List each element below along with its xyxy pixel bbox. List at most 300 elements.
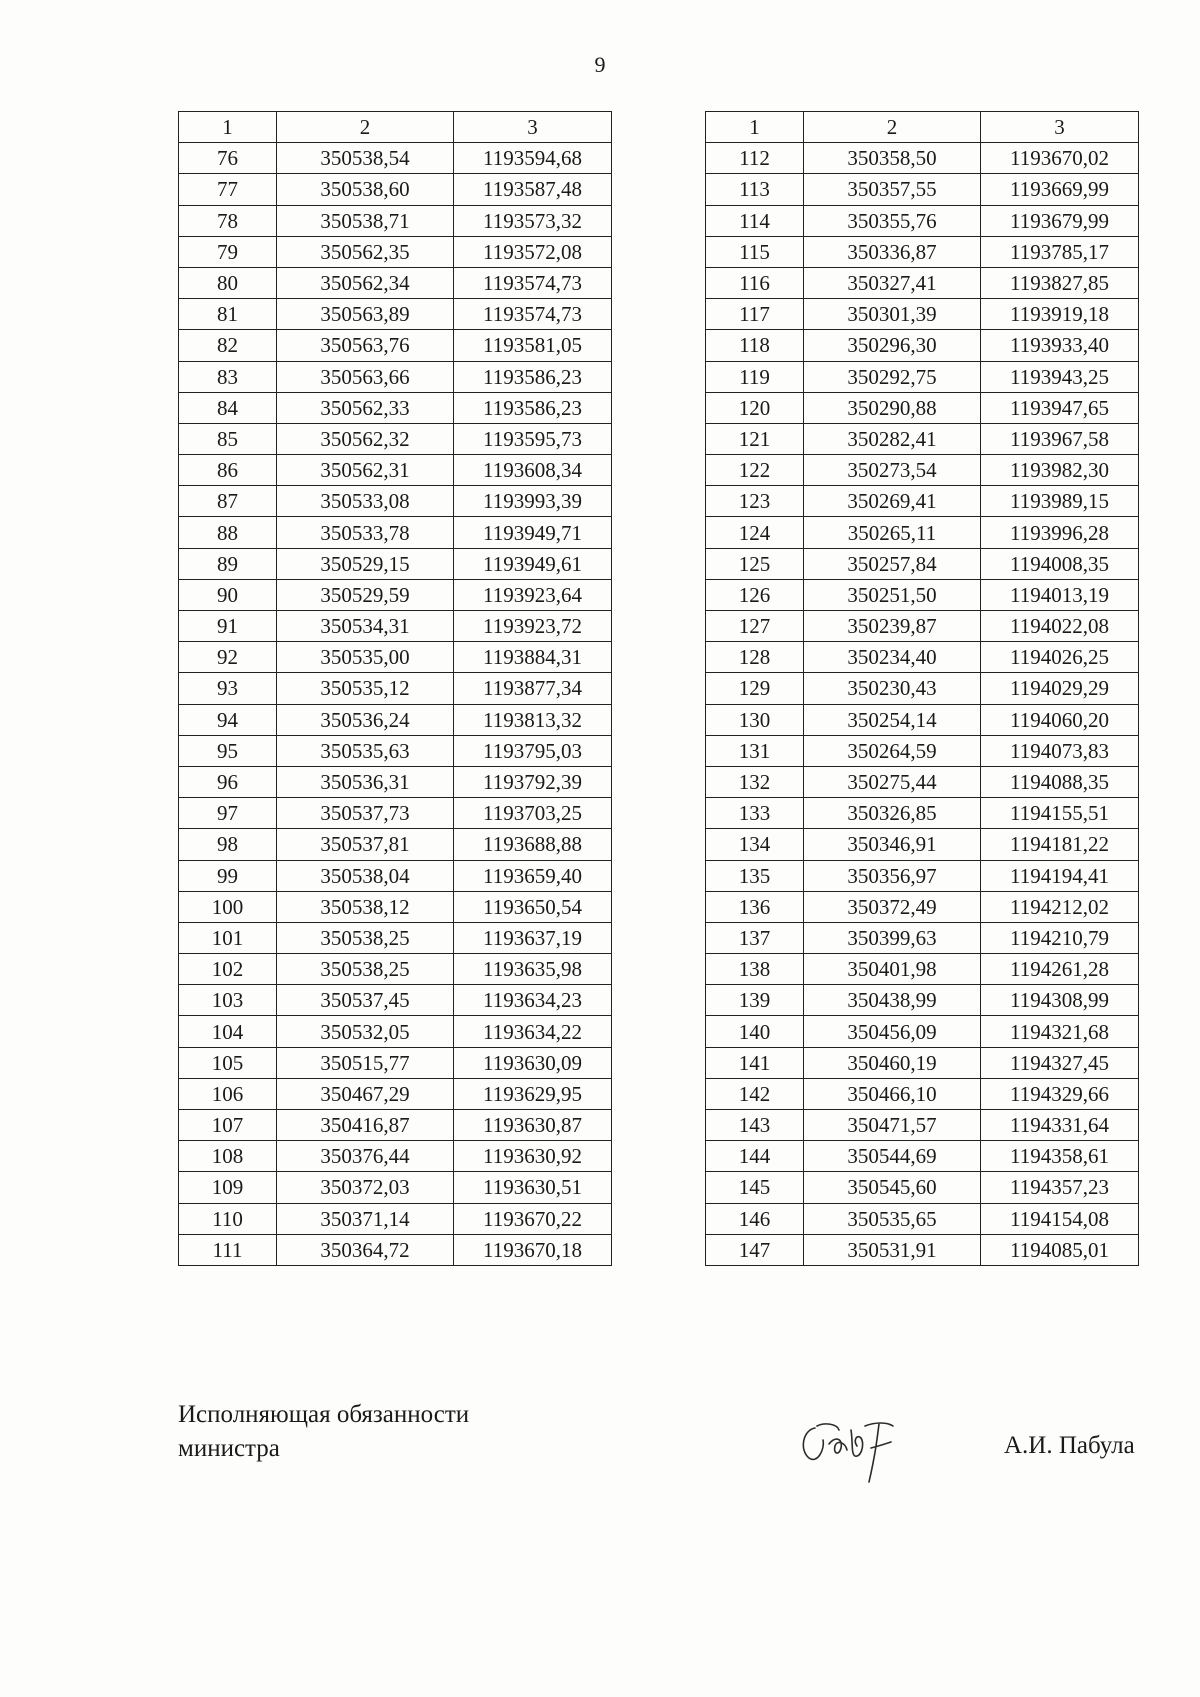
x-coordinate-cell: 350372,03 (277, 1172, 454, 1203)
point-number-cell: 111 (179, 1234, 277, 1265)
table-row (179, 455, 612, 486)
x-coordinate-cell: 350254,14 (804, 704, 981, 735)
y-coordinate-cell: 1193670,02 (981, 143, 1139, 174)
x-coordinate-cell: 350535,12 (277, 673, 454, 704)
table-row (706, 423, 1139, 454)
table-row (179, 143, 612, 174)
point-number-cell: 137 (706, 922, 804, 953)
y-coordinate-cell: 1193669,99 (981, 174, 1139, 205)
y-coordinate-cell: 1193919,18 (981, 299, 1139, 330)
table-row (179, 423, 612, 454)
x-coordinate-cell: 350536,31 (277, 766, 454, 797)
x-coordinate-cell: 350537,73 (277, 798, 454, 829)
x-coordinate-cell: 350537,45 (277, 985, 454, 1016)
x-coordinate-cell: 350234,40 (804, 642, 981, 673)
table-row (179, 954, 612, 985)
table-header-row-right (706, 112, 1139, 143)
point-number-cell: 89 (179, 548, 277, 579)
point-number-cell: 83 (179, 361, 277, 392)
coordinates-table-left (178, 111, 612, 1266)
y-coordinate-cell: 1194331,64 (981, 1110, 1139, 1141)
x-coordinate-cell: 350515,77 (277, 1047, 454, 1078)
y-coordinate-cell: 1193635,98 (454, 954, 612, 985)
table-row (706, 766, 1139, 797)
y-coordinate-cell: 1194358,61 (981, 1141, 1139, 1172)
y-coordinate-cell: 1193587,48 (454, 174, 612, 205)
column-header-2: 2 (277, 112, 454, 143)
y-coordinate-cell: 1193679,99 (981, 205, 1139, 236)
point-number-cell: 123 (706, 486, 804, 517)
point-number-cell: 92 (179, 642, 277, 673)
point-number-cell: 94 (179, 704, 277, 735)
point-number-cell: 146 (706, 1203, 804, 1234)
point-number-cell: 96 (179, 766, 277, 797)
point-number-cell: 97 (179, 798, 277, 829)
point-number-cell: 142 (706, 1078, 804, 1109)
table-row (706, 673, 1139, 704)
table-row (706, 735, 1139, 766)
x-coordinate-cell: 350355,76 (804, 205, 981, 236)
y-coordinate-cell: 1193670,22 (454, 1203, 612, 1234)
table-row (706, 205, 1139, 236)
x-coordinate-cell: 350538,54 (277, 143, 454, 174)
y-coordinate-cell: 1193630,51 (454, 1172, 612, 1203)
table-row (179, 1172, 612, 1203)
y-coordinate-cell: 1193813,32 (454, 704, 612, 735)
y-coordinate-cell: 1193923,64 (454, 579, 612, 610)
table-row (179, 704, 612, 735)
table-row (179, 1141, 612, 1172)
y-coordinate-cell: 1194008,35 (981, 548, 1139, 579)
y-coordinate-cell: 1194154,08 (981, 1203, 1139, 1234)
y-coordinate-cell: 1194085,01 (981, 1234, 1139, 1265)
table-row (706, 922, 1139, 953)
table-body-right (706, 112, 1139, 1266)
y-coordinate-cell: 1193659,40 (454, 860, 612, 891)
point-number-cell: 145 (706, 1172, 804, 1203)
x-coordinate-cell: 350460,19 (804, 1047, 981, 1078)
table-row (179, 611, 612, 642)
table-row (706, 548, 1139, 579)
table-row (179, 735, 612, 766)
table-row (179, 673, 612, 704)
y-coordinate-cell: 1193982,30 (981, 455, 1139, 486)
y-coordinate-cell: 1194357,23 (981, 1172, 1139, 1203)
table-row (179, 236, 612, 267)
point-number-cell: 90 (179, 579, 277, 610)
point-number-cell: 98 (179, 829, 277, 860)
point-number-cell: 132 (706, 766, 804, 797)
column-header-2: 2 (804, 112, 981, 143)
point-number-cell: 95 (179, 735, 277, 766)
point-number-cell: 121 (706, 423, 804, 454)
x-coordinate-cell: 350416,87 (277, 1110, 454, 1141)
y-coordinate-cell: 1194022,08 (981, 611, 1139, 642)
point-number-cell: 81 (179, 299, 277, 330)
table-row (179, 1016, 612, 1047)
x-coordinate-cell: 350269,41 (804, 486, 981, 517)
table-row (179, 860, 612, 891)
table-header-row-left (179, 112, 612, 143)
table-row (706, 392, 1139, 423)
point-number-cell: 86 (179, 455, 277, 486)
y-coordinate-cell: 1193629,95 (454, 1078, 612, 1109)
y-coordinate-cell: 1193989,15 (981, 486, 1139, 517)
x-coordinate-cell: 350346,91 (804, 829, 981, 860)
x-coordinate-cell: 350466,10 (804, 1078, 981, 1109)
x-coordinate-cell: 350230,43 (804, 673, 981, 704)
table-row (706, 143, 1139, 174)
coordinates-table-right (705, 111, 1139, 1266)
signatory-name: А.И. Пабула (1004, 1432, 1135, 1459)
y-coordinate-cell: 1193967,58 (981, 423, 1139, 454)
point-number-cell: 91 (179, 611, 277, 642)
x-coordinate-cell: 350275,44 (804, 766, 981, 797)
y-coordinate-cell: 1194181,22 (981, 829, 1139, 860)
signatory-position (178, 1398, 469, 1466)
x-coordinate-cell: 350336,87 (804, 236, 981, 267)
y-coordinate-cell: 1194155,51 (981, 798, 1139, 829)
x-coordinate-cell: 350535,00 (277, 642, 454, 673)
x-coordinate-cell: 350537,81 (277, 829, 454, 860)
table-row (706, 174, 1139, 205)
x-coordinate-cell: 350471,57 (804, 1110, 981, 1141)
x-coordinate-cell: 350531,91 (804, 1234, 981, 1265)
table-row (706, 1234, 1139, 1265)
point-number-cell: 80 (179, 267, 277, 298)
y-coordinate-cell: 1193884,31 (454, 642, 612, 673)
y-coordinate-cell: 1193574,73 (454, 267, 612, 298)
point-number-cell: 125 (706, 548, 804, 579)
table-row (179, 829, 612, 860)
point-number-cell: 84 (179, 392, 277, 423)
table-row (179, 361, 612, 392)
table-row (706, 891, 1139, 922)
x-coordinate-cell: 350399,63 (804, 922, 981, 953)
table-row (706, 267, 1139, 298)
point-number-cell: 124 (706, 517, 804, 548)
point-number-cell: 103 (179, 985, 277, 1016)
point-number-cell: 135 (706, 860, 804, 891)
column-header-1: 1 (706, 112, 804, 143)
point-number-cell: 147 (706, 1234, 804, 1265)
table-row (706, 1110, 1139, 1141)
signatory-position-line-1: Исполняющая обязанности (178, 1401, 470, 1428)
point-number-cell: 126 (706, 579, 804, 610)
point-number-cell: 106 (179, 1078, 277, 1109)
point-number-cell: 144 (706, 1141, 804, 1172)
table-row (179, 1203, 612, 1234)
y-coordinate-cell: 1193594,68 (454, 143, 612, 174)
point-number-cell: 140 (706, 1016, 804, 1047)
table-row (179, 985, 612, 1016)
x-coordinate-cell: 350265,11 (804, 517, 981, 548)
y-coordinate-cell: 1193993,39 (454, 486, 612, 517)
point-number-cell: 122 (706, 455, 804, 486)
table-row (179, 1047, 612, 1078)
y-coordinate-cell: 1193949,71 (454, 517, 612, 548)
table-row (706, 985, 1139, 1016)
x-coordinate-cell: 350563,66 (277, 361, 454, 392)
table-row (706, 860, 1139, 891)
x-coordinate-cell: 350562,32 (277, 423, 454, 454)
y-coordinate-cell: 1193785,17 (981, 236, 1139, 267)
table-row (179, 766, 612, 797)
y-coordinate-cell: 1193792,39 (454, 766, 612, 797)
point-number-cell: 102 (179, 954, 277, 985)
y-coordinate-cell: 1193949,61 (454, 548, 612, 579)
x-coordinate-cell: 350538,60 (277, 174, 454, 205)
x-coordinate-cell: 350529,59 (277, 579, 454, 610)
point-number-cell: 105 (179, 1047, 277, 1078)
y-coordinate-cell: 1194060,20 (981, 704, 1139, 735)
table-row (179, 579, 612, 610)
x-coordinate-cell: 350538,25 (277, 954, 454, 985)
table-row (179, 1110, 612, 1141)
point-number-cell: 127 (706, 611, 804, 642)
point-number-cell: 108 (179, 1141, 277, 1172)
column-header-1: 1 (179, 112, 277, 143)
x-coordinate-cell: 350467,29 (277, 1078, 454, 1109)
table-row (179, 922, 612, 953)
table-row (706, 1172, 1139, 1203)
y-coordinate-cell: 1194308,99 (981, 985, 1139, 1016)
y-coordinate-cell: 1194327,45 (981, 1047, 1139, 1078)
table-row (706, 642, 1139, 673)
y-coordinate-cell: 1193572,08 (454, 236, 612, 267)
y-coordinate-cell: 1194210,79 (981, 922, 1139, 953)
point-number-cell: 130 (706, 704, 804, 735)
x-coordinate-cell: 350358,50 (804, 143, 981, 174)
column-header-3: 3 (454, 112, 612, 143)
y-coordinate-cell: 1193877,34 (454, 673, 612, 704)
y-coordinate-cell: 1194073,83 (981, 735, 1139, 766)
point-number-cell: 82 (179, 330, 277, 361)
x-coordinate-cell: 350538,71 (277, 205, 454, 236)
x-coordinate-cell: 350562,31 (277, 455, 454, 486)
table-row (706, 611, 1139, 642)
x-coordinate-cell: 350562,35 (277, 236, 454, 267)
x-coordinate-cell: 350282,41 (804, 423, 981, 454)
table-row (179, 548, 612, 579)
table-row (706, 299, 1139, 330)
table-row (179, 330, 612, 361)
y-coordinate-cell: 1193923,72 (454, 611, 612, 642)
table-row (706, 1016, 1139, 1047)
y-coordinate-cell: 1193595,73 (454, 423, 612, 454)
y-coordinate-cell: 1194329,66 (981, 1078, 1139, 1109)
y-coordinate-cell: 1193634,23 (454, 985, 612, 1016)
x-coordinate-cell: 350533,08 (277, 486, 454, 517)
table-row (706, 1078, 1139, 1109)
column-header-3: 3 (981, 112, 1139, 143)
y-coordinate-cell: 1193670,18 (454, 1234, 612, 1265)
y-coordinate-cell: 1193608,34 (454, 455, 612, 486)
x-coordinate-cell: 350545,60 (804, 1172, 981, 1203)
table-row (706, 455, 1139, 486)
point-number-cell: 136 (706, 891, 804, 922)
x-coordinate-cell: 350401,98 (804, 954, 981, 985)
y-coordinate-cell: 1193637,19 (454, 922, 612, 953)
table-row (706, 236, 1139, 267)
page-number: 9 (594, 52, 606, 77)
point-number-cell: 139 (706, 985, 804, 1016)
y-coordinate-cell: 1193943,25 (981, 361, 1139, 392)
y-coordinate-cell: 1193574,73 (454, 299, 612, 330)
signatory-position-line-2: министра (178, 1435, 280, 1462)
table-row (179, 798, 612, 829)
x-coordinate-cell: 350536,24 (277, 704, 454, 735)
point-number-cell: 120 (706, 392, 804, 423)
table-row (179, 267, 612, 298)
x-coordinate-cell: 350273,54 (804, 455, 981, 486)
y-coordinate-cell: 1194013,19 (981, 579, 1139, 610)
x-coordinate-cell: 350532,05 (277, 1016, 454, 1047)
y-coordinate-cell: 1193586,23 (454, 361, 612, 392)
table-row (179, 891, 612, 922)
x-coordinate-cell: 350438,99 (804, 985, 981, 1016)
y-coordinate-cell: 1194321,68 (981, 1016, 1139, 1047)
point-number-cell: 128 (706, 642, 804, 673)
y-coordinate-cell: 1193996,28 (981, 517, 1139, 548)
y-coordinate-cell: 1194261,28 (981, 954, 1139, 985)
table-row (179, 392, 612, 423)
x-coordinate-cell: 350326,85 (804, 798, 981, 829)
y-coordinate-cell: 1193630,87 (454, 1110, 612, 1141)
table-row (706, 798, 1139, 829)
table-row (706, 1047, 1139, 1078)
y-coordinate-cell: 1193703,25 (454, 798, 612, 829)
x-coordinate-cell: 350538,04 (277, 860, 454, 891)
point-number-cell: 117 (706, 299, 804, 330)
x-coordinate-cell: 350562,34 (277, 267, 454, 298)
x-coordinate-cell: 350251,50 (804, 579, 981, 610)
x-coordinate-cell: 350535,63 (277, 735, 454, 766)
table-row (706, 486, 1139, 517)
x-coordinate-cell: 350563,76 (277, 330, 454, 361)
table-row (706, 330, 1139, 361)
x-coordinate-cell: 350357,55 (804, 174, 981, 205)
y-coordinate-cell: 1193947,65 (981, 392, 1139, 423)
y-coordinate-cell: 1193795,03 (454, 735, 612, 766)
point-number-cell: 104 (179, 1016, 277, 1047)
point-number-cell: 112 (706, 143, 804, 174)
table-row (706, 829, 1139, 860)
y-coordinate-cell: 1194088,35 (981, 766, 1139, 797)
point-number-cell: 114 (706, 205, 804, 236)
y-coordinate-cell: 1193573,32 (454, 205, 612, 236)
point-number-cell: 77 (179, 174, 277, 205)
point-number-cell: 138 (706, 954, 804, 985)
x-coordinate-cell: 350562,33 (277, 392, 454, 423)
x-coordinate-cell: 350371,14 (277, 1203, 454, 1234)
table-row (179, 1078, 612, 1109)
y-coordinate-cell: 1193933,40 (981, 330, 1139, 361)
table-row (706, 361, 1139, 392)
x-coordinate-cell: 350290,88 (804, 392, 981, 423)
table-row (179, 174, 612, 205)
y-coordinate-cell: 1193634,22 (454, 1016, 612, 1047)
table-row (706, 1203, 1139, 1234)
point-number-cell: 143 (706, 1110, 804, 1141)
point-number-cell: 87 (179, 486, 277, 517)
x-coordinate-cell: 350376,44 (277, 1141, 454, 1172)
y-coordinate-cell: 1194212,02 (981, 891, 1139, 922)
table-row (179, 486, 612, 517)
x-coordinate-cell: 350456,09 (804, 1016, 981, 1047)
table-row (179, 642, 612, 673)
point-number-cell: 110 (179, 1203, 277, 1234)
x-coordinate-cell: 350356,97 (804, 860, 981, 891)
x-coordinate-cell: 350534,31 (277, 611, 454, 642)
x-coordinate-cell: 350239,87 (804, 611, 981, 642)
point-number-cell: 79 (179, 236, 277, 267)
point-number-cell: 133 (706, 798, 804, 829)
point-number-cell: 101 (179, 922, 277, 953)
point-number-cell: 88 (179, 517, 277, 548)
point-number-cell: 131 (706, 735, 804, 766)
handwritten-signature-icon (795, 1400, 905, 1490)
y-coordinate-cell: 1193630,92 (454, 1141, 612, 1172)
y-coordinate-cell: 1193630,09 (454, 1047, 612, 1078)
x-coordinate-cell: 350292,75 (804, 361, 981, 392)
x-coordinate-cell: 350364,72 (277, 1234, 454, 1265)
y-coordinate-cell: 1193586,23 (454, 392, 612, 423)
point-number-cell: 141 (706, 1047, 804, 1078)
table-row (179, 205, 612, 236)
table-row (179, 299, 612, 330)
x-coordinate-cell: 350264,59 (804, 735, 981, 766)
table-row (706, 954, 1139, 985)
point-number-cell: 99 (179, 860, 277, 891)
x-coordinate-cell: 350538,12 (277, 891, 454, 922)
table-row (706, 1141, 1139, 1172)
x-coordinate-cell: 350301,39 (804, 299, 981, 330)
table-row (179, 517, 612, 548)
point-number-cell: 119 (706, 361, 804, 392)
x-coordinate-cell: 350563,89 (277, 299, 454, 330)
point-number-cell: 109 (179, 1172, 277, 1203)
x-coordinate-cell: 350538,25 (277, 922, 454, 953)
point-number-cell: 129 (706, 673, 804, 704)
x-coordinate-cell: 350372,49 (804, 891, 981, 922)
y-coordinate-cell: 1193650,54 (454, 891, 612, 922)
y-coordinate-cell: 1193827,85 (981, 267, 1139, 298)
y-coordinate-cell: 1194194,41 (981, 860, 1139, 891)
table-row (706, 704, 1139, 735)
table-row (706, 517, 1139, 548)
point-number-cell: 116 (706, 267, 804, 298)
table-row (706, 579, 1139, 610)
point-number-cell: 118 (706, 330, 804, 361)
y-coordinate-cell: 1193581,05 (454, 330, 612, 361)
point-number-cell: 115 (706, 236, 804, 267)
point-number-cell: 107 (179, 1110, 277, 1141)
point-number-cell: 134 (706, 829, 804, 860)
x-coordinate-cell: 350257,84 (804, 548, 981, 579)
table-body-left (179, 112, 612, 1266)
y-coordinate-cell: 1193688,88 (454, 829, 612, 860)
point-number-cell: 78 (179, 205, 277, 236)
y-coordinate-cell: 1194029,29 (981, 673, 1139, 704)
x-coordinate-cell: 350529,15 (277, 548, 454, 579)
point-number-cell: 113 (706, 174, 804, 205)
x-coordinate-cell: 350327,41 (804, 267, 981, 298)
point-number-cell: 93 (179, 673, 277, 704)
x-coordinate-cell: 350535,65 (804, 1203, 981, 1234)
point-number-cell: 85 (179, 423, 277, 454)
table-row (179, 1234, 612, 1265)
